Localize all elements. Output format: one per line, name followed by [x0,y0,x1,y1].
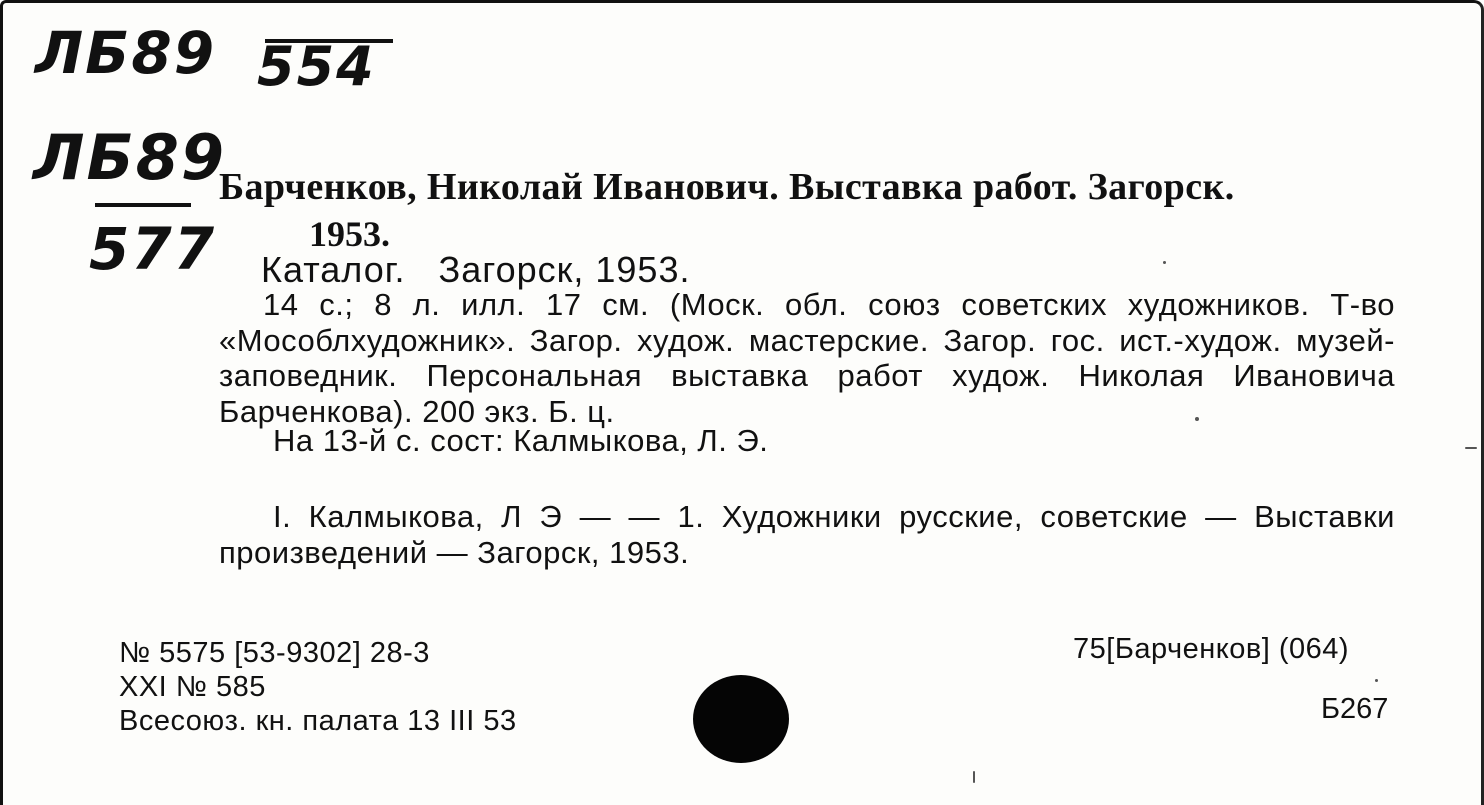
punch-hole [693,675,789,763]
registration-chamber: Всесоюз. кн. палата 13 III 53 [119,705,517,737]
paper-speck [1375,679,1378,682]
entry-description: 14 с.; 8 л. илл. 17 см. (Моск. обл. союз советских художников. Т-во «Мособлхудожник». Загор. худож. мастерские. Загор. гос. ист.-худож. музей-заповедник. Персональная выставка работ худож. Николая Ивановича Барченкова). 200 экз. Б. ц. [219,287,1395,429]
registration-series: XXI № 585 [119,671,266,703]
card-code: Б267 [1321,693,1389,725]
shelfmark-handwritten-1-number: 554 [257,35,376,98]
entry-heading: Барченков, Николай Иванович. Выставка работ. Загорск. [219,166,1235,208]
classification-index: 75[Барченков] (064) [1073,633,1350,665]
paper-speck [1195,417,1199,421]
shelfmark-handwritten-2-number: 577 [89,215,217,283]
shelfmark-handwritten-1: ЛБ89 [35,19,217,87]
entry-tracings: I. Калмыкова, Л Э — — 1. Художники русские, советские — Выставки произведений — Загорск, 1953. [219,499,1395,570]
entry-heading-year: 1953. [309,214,390,254]
paper-speck [1465,447,1477,449]
entry-title-line: Каталог. Загорск, 1953. [261,249,691,290]
shelfmark-handwritten-2: ЛБ89 [33,121,227,194]
shelfmark-fraction-rule [95,203,191,207]
registration-number: № 5575 [53-9302] 28-3 [119,637,430,669]
entry-note: На 13-й с. сост: Калмыкова, Л. Э. [273,423,769,458]
paper-speck [973,771,975,783]
paper-speck [1163,261,1166,264]
